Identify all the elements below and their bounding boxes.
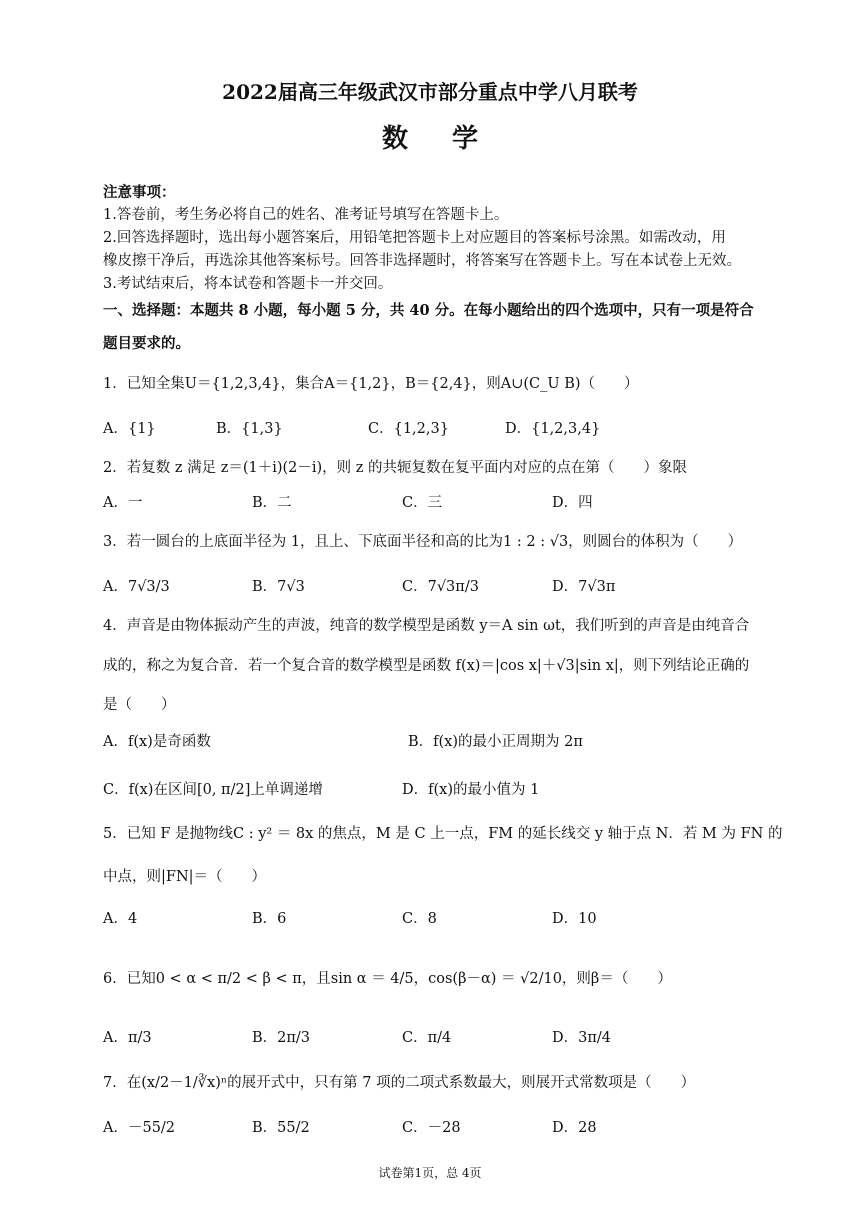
q5-option-b[interactable]: B．6 bbox=[252, 911, 287, 927]
question-3-stem: 3．若一圆台的上底面半径为 1，且上、下底面半径和高的比为1 : 2 : √3，则圆台的体积为（ ） bbox=[103, 534, 743, 550]
question-5-stem-line: 中点，则|FN|＝（ ） bbox=[103, 869, 267, 885]
q7-option-c[interactable]: C．－28 bbox=[402, 1120, 461, 1136]
q6-option-d[interactable]: D．3π/4 bbox=[552, 1030, 611, 1046]
q7-option-a[interactable]: A．－55/2 bbox=[103, 1120, 176, 1136]
q7-option-d[interactable]: D．28 bbox=[552, 1120, 597, 1136]
notice-line: 1.答卷前，考生务必将自己的姓名、准考证号填写在答题卡上。 bbox=[103, 207, 509, 223]
q1-option-c[interactable]: C．{1,2,3} bbox=[368, 421, 449, 437]
q2-option-c[interactable]: C．三 bbox=[402, 495, 443, 511]
q4-option-b[interactable]: B．f(x)的最小正周期为 2π bbox=[408, 734, 583, 750]
q6-option-c[interactable]: C．π/4 bbox=[402, 1030, 452, 1046]
question-2-stem: 2．若复数 z 满足 z＝(1＋i)(2－i)，则 z 的共轭复数在复平面内对应的点在第（ ）象限 bbox=[103, 460, 688, 476]
question-4-stem-line: 是（ ） bbox=[103, 697, 176, 713]
q2-option-d[interactable]: D．四 bbox=[552, 495, 593, 511]
q7-option-b[interactable]: B．55/2 bbox=[252, 1120, 310, 1136]
question-7-stem: 7．在(x/2－1/∛x)ⁿ的展开式中，只有第 7 项的二项式系数最大，则展开式常数项是（ ） bbox=[103, 1075, 696, 1091]
q3-option-d[interactable]: D．7√3π bbox=[552, 579, 616, 595]
q2-option-b[interactable]: B．二 bbox=[252, 495, 292, 511]
q4-option-c[interactable]: C．f(x)在区间[0, π/2]上单调递增 bbox=[103, 782, 323, 798]
page-footer: 试卷第1页，总 4页 bbox=[378, 1166, 482, 1180]
q3-option-a[interactable]: A．7√3/3 bbox=[103, 579, 170, 595]
q4-option-d[interactable]: D．f(x)的最小值为 1 bbox=[402, 782, 540, 798]
q5-option-c[interactable]: C．8 bbox=[402, 911, 437, 927]
exam-title: 2022届高三年级武汉市部分重点中学八月联考 bbox=[222, 80, 638, 104]
q3-option-b[interactable]: B．7√3 bbox=[252, 579, 305, 595]
notice-heading: 注意事项： bbox=[103, 184, 176, 201]
q3-option-c[interactable]: C．7√3π/3 bbox=[402, 579, 479, 595]
section-heading: 一、选择题：本题共 8 小题，每小题 5 分，共 40 分。在每小题给出的四个选项中，只有一项是符合 bbox=[103, 302, 754, 319]
q5-option-d[interactable]: D．10 bbox=[552, 911, 597, 927]
q6-option-a[interactable]: A．π/3 bbox=[103, 1030, 152, 1046]
notice-line: 2.回答选择题时，选出每小题答案后，用铅笔把答题卡上对应题目的答案标号涂黑。如需改动，用 bbox=[103, 230, 726, 246]
section-heading-cont: 题目要求的。 bbox=[103, 335, 190, 352]
question-4-stem-line: 4．声音是由物体振动产生的声波，纯音的数学模型是函数 y＝A sin ωt，我们听到的声音是由纯音合 bbox=[103, 618, 750, 634]
q1-option-a[interactable]: A．{1} bbox=[103, 421, 156, 437]
question-4-stem-line: 成的，称之为复合音．若一个复合音的数学模型是函数 f(x)＝|cos x|＋√3|sin x|，则下列结论正确的 bbox=[103, 658, 750, 674]
q1-option-b[interactable]: B．{1,3} bbox=[216, 421, 283, 437]
question-5-stem-line: 5．已知 F 是抛物线C : y² ＝ 8x 的焦点，M 是 C 上一点，FM 的延长线交 y 轴于点 N．若 M 为 FN 的 bbox=[103, 826, 783, 842]
notice-line: 橡皮擦干净后，再选涂其他答案标号。回答非选择题时，将答案写在答题卡上。写在本试卷上无效。 bbox=[103, 253, 741, 269]
q4-option-a[interactable]: A．f(x)是奇函数 bbox=[103, 734, 211, 750]
q2-option-a[interactable]: A．一 bbox=[103, 495, 143, 511]
q1-option-d[interactable]: D．{1,2,3,4} bbox=[505, 421, 601, 437]
question-6-stem: 6．已知0 < α < π/2 < β < π，且sin α ＝ 4/5，cos(β－α) ＝ √2/10，则β＝（ ） bbox=[103, 971, 672, 987]
question-1-stem: 1．已知全集U＝{1,2,3,4}，集合A＝{1,2}，B＝{2,4}，则A∪(C_U B)（ ） bbox=[103, 376, 639, 392]
q6-option-b[interactable]: B．2π/3 bbox=[252, 1030, 311, 1046]
subject-title: 数学 bbox=[381, 124, 522, 154]
q5-option-a[interactable]: A．4 bbox=[103, 911, 138, 927]
notice-line: 3.考试结束后，将本试卷和答题卡一并交回。 bbox=[103, 276, 393, 292]
